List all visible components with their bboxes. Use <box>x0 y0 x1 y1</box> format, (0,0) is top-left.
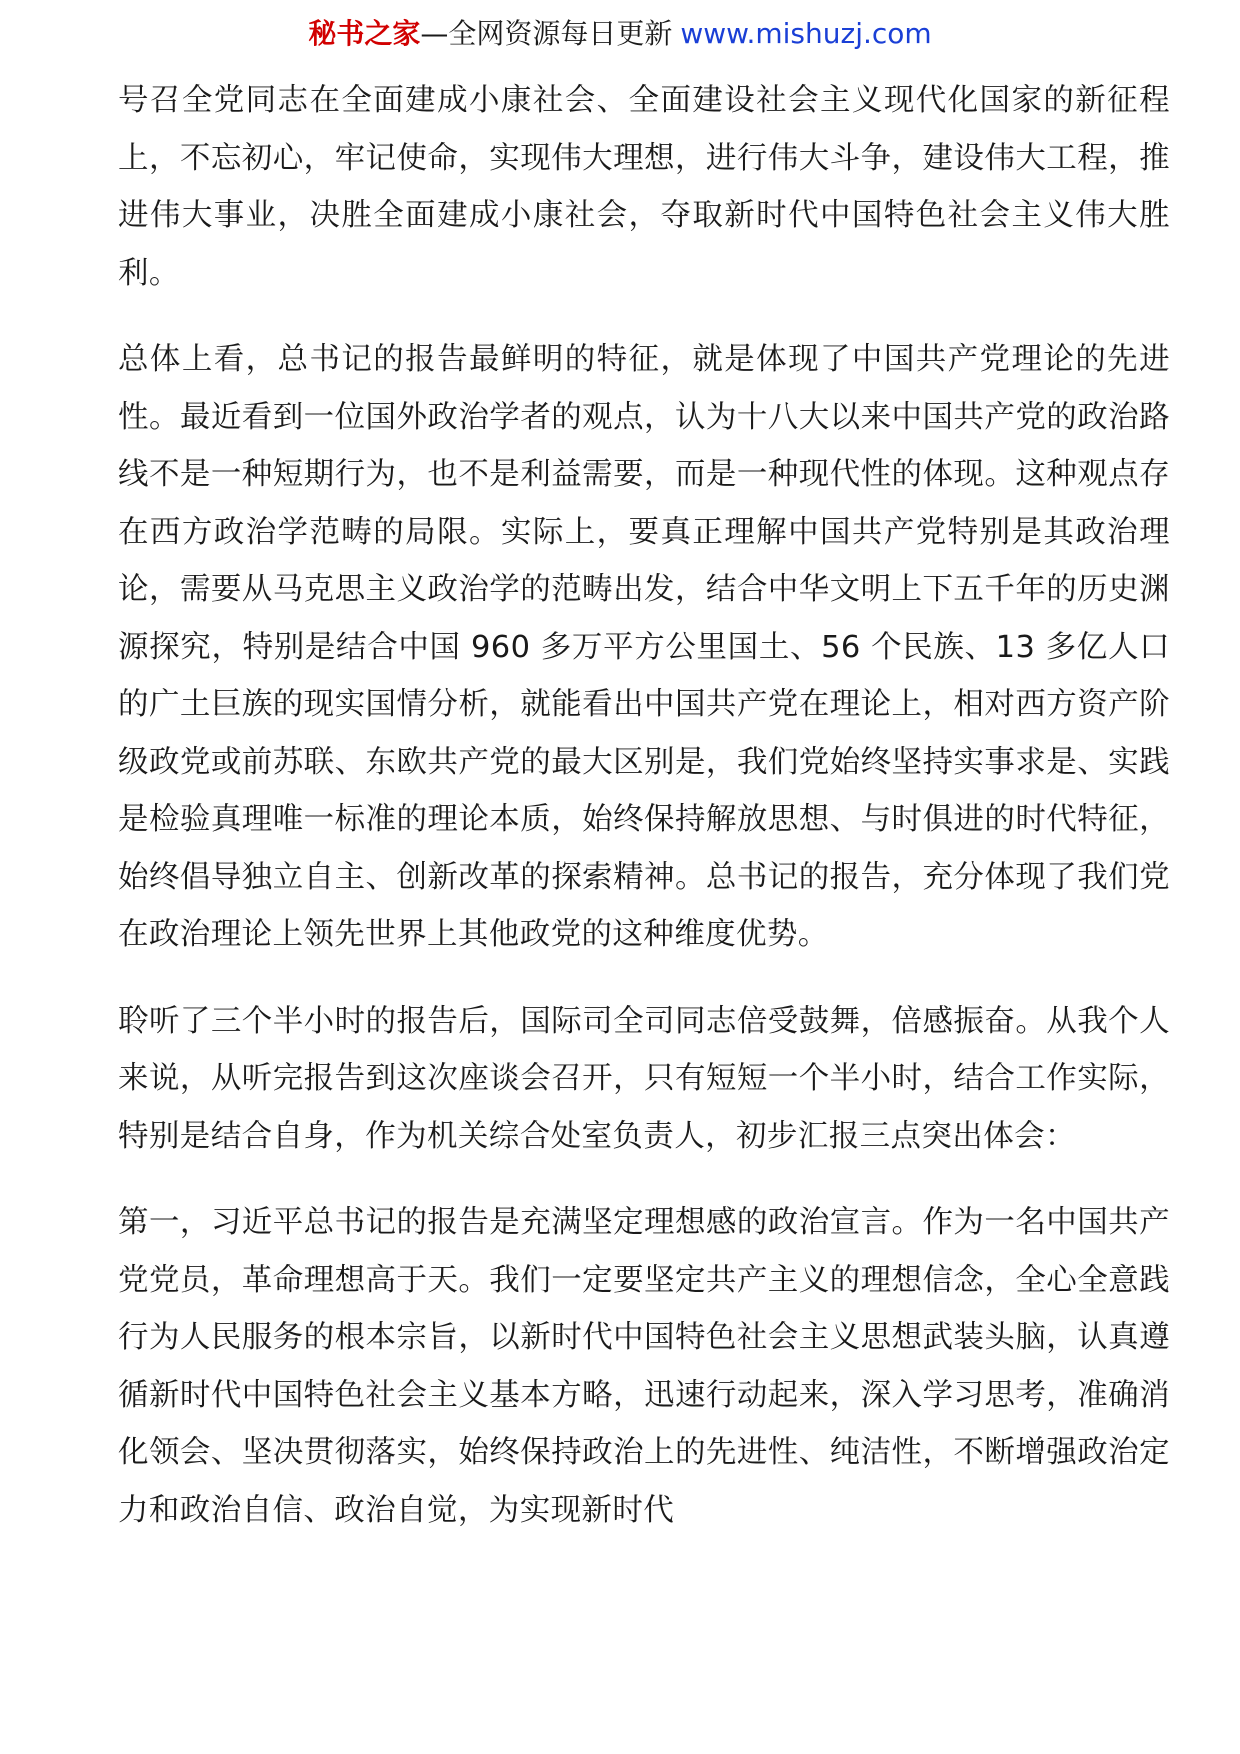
page-header <box>0 14 1240 54</box>
paragraph-4: 第一，习近平总书记的报告是充满坚定理想感的政治宣言。作为一名中国共产党党员，革命理想高于天。我们一定要坚定共产主义的理想信念，全心全意践行为人民服务的根本宗旨，以新时代中国特色社会主义思想武装头脑，认真遵循新时代中国特色社会主义基本方略，迅速行动起来，深入学习思考，准确消化领会、坚决贯彻落实，始终保持政治上的先进性、纯洁性，不断增强政治定力和政治自信、政治自觉，为实现新时代 <box>118 1205 1170 1528</box>
site-brand: 秘书之家 <box>308 17 421 50</box>
document-body <box>118 72 1170 1568</box>
paragraph-2: 总体上看，总书记的报告最鲜明的特征，就是体现了中国共产党理论的先进性。最近看到一位国外政治学者的观点，认为十八大以来中国共产党的政治路线不是一种短期行为，也不是利益需要，而是一种现代性的体现。这种观点存在西方政治学范畴的局限。实际上，要真正理解中国共产党特别是其政治理论，需要从马克思主义政治学的范畴出发，结合中华文明上下五千年的历史渊源探究，特别是结合中国 960 多万平方公里国土、56 个民族、13 多亿人口的广土巨族的现实国情分析，就能看出中国共产党在理论上，相对西方资产阶级政党或前苏联、东欧共产党的最大区别是，我们党始终坚持实事求是、实践是检验真理唯一标准的理论本质，始终保持解放思想、与时俱进的时代特征，始终倡导独立自主、创新改革的探索精神。总书记的报告，充分体现了我们党在政治理论上领先世界上其他政党的这种维度优势。 <box>118 342 1170 952</box>
site-tagline: —全网资源每日更新 <box>420 17 673 50</box>
paragraph-1: 号召全党同志在全面建成小康社会、全面建设社会主义现代化国家的新征程上，不忘初心，牢记使命，实现伟大理想，进行伟大斗争，建设伟大工程，推进伟大事业，决胜全面建成小康社会，夺取新时代中国特色社会主义伟大胜利。 <box>118 83 1170 291</box>
paragraph-3: 聆听了三个半小时的报告后，国际司全司同志倍受鼓舞，倍感振奋。从我个人来说，从听完报告到这次座谈会召开，只有短短一个半小时，结合工作实际，特别是结合自身，作为机关综合处室负责人，初步汇报三点突出体会： <box>118 1003 1170 1154</box>
site-url-link[interactable]: www.mishuzj.com <box>680 17 932 50</box>
